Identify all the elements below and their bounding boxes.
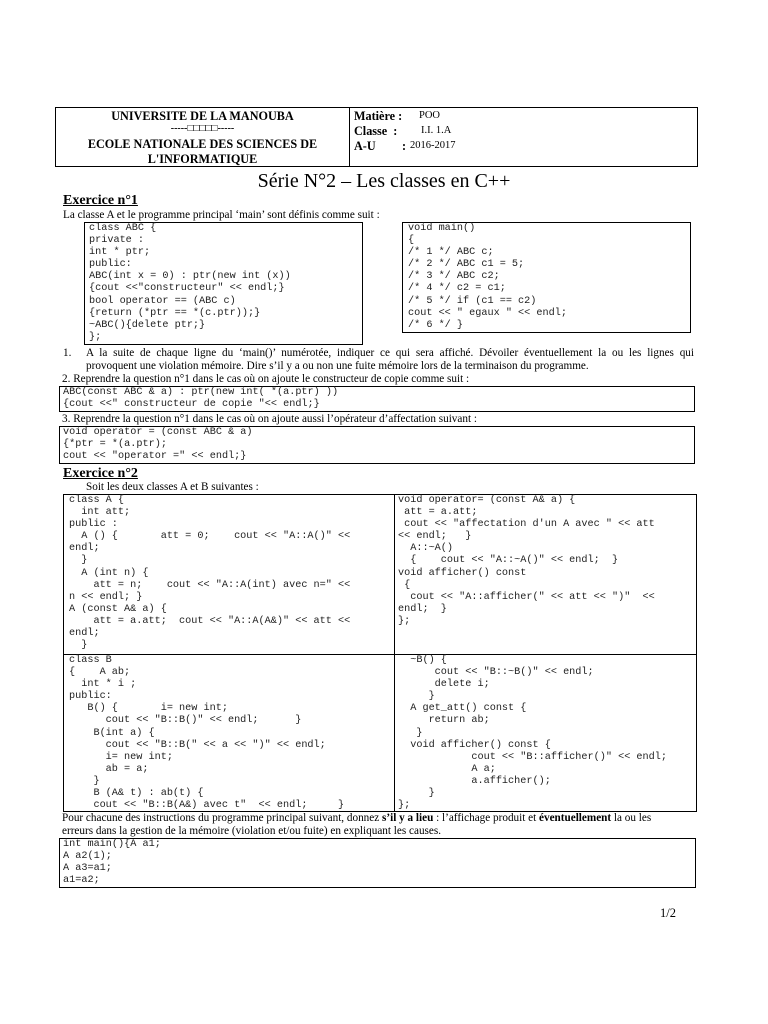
classe-label: Classe : [354,124,398,138]
instructions-emphasis-eventuellement: éventuellement [539,812,612,824]
matiere-label: Matière : [354,109,403,123]
page-number: 1/2 [660,906,676,920]
class-b-right-code: ~B() { cout << "B::~B()" << endl; delete i; } A get_att() const { return ab; } void afficher() const { cout << "B::afficher()" << endl; A a; a.afficher(); } }; [398,655,667,812]
instructions-text-a: Pour chacune des instructions du programme principal suivant, donnez [62,812,383,824]
exercise-2-instructions-line2: erreurs dans la gestion de la mémoire (violation et/ou fuite) en expliquant les causes. [62,825,442,837]
main-function-code: void main() { /* 1 */ ABC c; /* 2 */ ABC c1 = 5; /* 3 */ ABC c2; /* 4 */ c2 = c1; /* 5 */ if (c1 == c2) cout << " egaux " << endl; /* 6 */ } [408,223,567,331]
exercise-1-intro: La classe A et le programme principal ‘main’ sont définis comme suit : [63,209,380,221]
exercise-2-instructions-line1 [62,812,651,825]
school-name-line2: L'INFORMATIQUE [147,152,258,166]
question-3-text: 3. Reprendre la question n°1 dans le cas où on ajoute aussi l’opérateur d’affectation suivant : [62,413,477,425]
assignment-operator-code: void operator = (const ABC & a) {*ptr = *(a.ptr); cout << "operator =" << endl;} [63,427,253,463]
class-abc-code: class ABC { private : int * ptr; public: ABC(int x = 0) : ptr(new int (x)) {cout <<"constructeur" << endl;} bool operator == (ABC c) {return (*ptr == *(c.ptr));} ~ABC(){delete ptr;} }; [89,223,291,343]
instructions-text-c: : l’affichage produit et [433,812,540,824]
copy-constructor-code: ABC(const ABC & a) : ptr(new int( *(a.ptr) )) {cout <<" constructeur de copie "<< endl;} [63,387,339,411]
class-b-left-code: class B { A ab; int * i ; public: B() { i= new int; cout << "B::B()" << endl; } B(int a) { cout << "B::B(" << a << ")" << endl; i= new int; ab = a; } B (A& t) : ab(t) { cout << "B::B(A&) avec t" << endl; } [69,655,345,812]
header-divider [349,107,350,167]
au-label: A-U [354,139,376,153]
instructions-emphasis-lieu: s’il y a lieu [382,812,434,824]
page-title: Série N°2 – Les classes en C++ [257,170,511,192]
question-1-number: 1. [63,347,72,359]
au-value: 2016-2017 [410,140,456,151]
classe-value: I.I. 1.A [421,125,452,136]
university-name: UNIVERSITE DE LA MANOUBA [111,109,294,123]
question-1-line2: provoquent une violation mémoire. Dire s’il y a ou non une fuite mémoire lors de la terminaison du programme. [86,360,589,372]
class-a-left-code: class A { int att; public : A () { att = 0; cout << "A::A()" << endl; } A (int n) { att = n; cout << "A::A(int) avec n=" << n << endl; } A (const A& a) { att = a.att; cout << "A::A(A&)" << att << endl; } [69,495,351,652]
instructions-text-e: la ou les [611,812,652,824]
school-name-line1: ECOLE NATIONALE DES SCIENCES DE [87,137,318,151]
au-separator: : [402,139,407,153]
question-2-text: 2. Reprendre la question n°1 dans le cas où on ajoute le constructeur de copie comme suit : [62,373,470,385]
class-a-right-code: void operator= (const A& a) { att = a.att; cout << "affectation d'un A avec " << att << endl; } A::~A() { cout << "A::~A()" << endl; } void afficher() const { cout << "A::afficher(" << att << ")" << endl; } }; [398,495,655,627]
header-separator: -----□□□□□----- [170,123,235,134]
exercise-2-intro: Soit les deux classes A et B suivantes : [86,481,259,493]
main-program-code: int main(){A a1; A a2(1); A a3=a1; a1=a2; [63,839,161,887]
matiere-value: POO [419,110,441,121]
exercise-2-heading: Exercice n°2 [63,466,138,481]
classes-table-vdivider [394,494,395,812]
question-1-line1: A la suite de chaque ligne du ‘main()’ numérotée, indiquer ce qui sera affiché. Dévoiler éventuellement la ou les lignes qui [86,347,694,359]
exercise-1-heading: Exercice n°1 [63,193,138,208]
